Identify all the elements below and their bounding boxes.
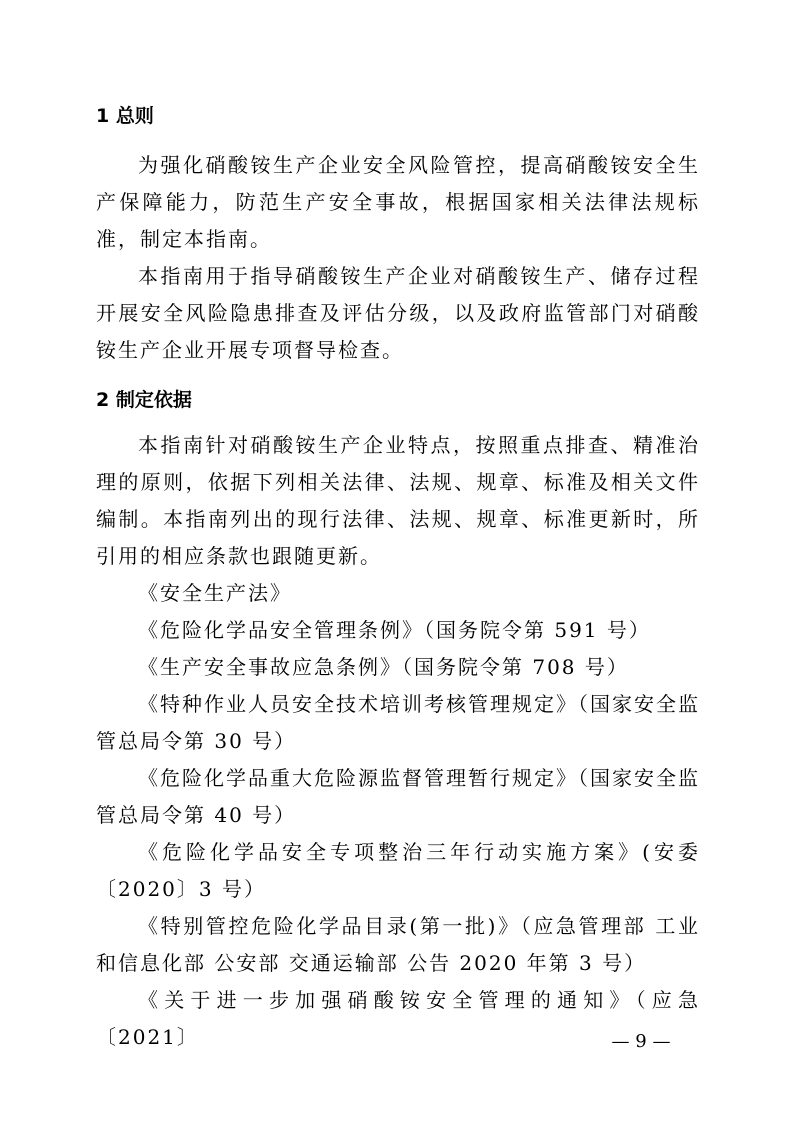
reference-item: 《危险化学品安全管理条例》（国务院令第 591 号）	[138, 618, 651, 642]
reference-item: 《危险化学品重大危险源监督管理暂行规定》（国家安全监管总局令第 40 号）	[96, 766, 700, 827]
reference-item: 《安全生产法》	[138, 581, 292, 605]
section-2-heading: 2 制定依据	[96, 389, 192, 411]
section-1-paragraph-1: 为强化硝酸铵生产企业安全风险管控，提高硝酸铵安全生产保障能力，防范生产安全事故，根据国家相关法律法规标准，制定本指南。	[96, 153, 700, 251]
reference-item: 《生产安全事故应急条例》（国务院令第 708 号）	[138, 655, 629, 679]
section-1-heading: 1 总则	[96, 105, 154, 127]
reference-item: 《关于进一步加强硝酸铵安全管理的通知》（应急〔2021〕	[96, 988, 700, 1049]
section-2-paragraph-intro: 本指南针对硝酸铵生产企业特点，按照重点排查、精准治理的原则，依据下列相关法律、法规、规章、标准及相关文件编制。本指南列出的现行法律、法规、规章、标准更新时，所引用的相应条款也跟随更新。	[96, 433, 700, 568]
reference-item: 《特种作业人员安全技术培训考核管理规定》（国家安全监管总局令第 30 号）	[96, 692, 700, 753]
page-number: — 9 —	[611, 1031, 671, 1052]
section-1-paragraph-2: 本指南用于指导硝酸铵生产企业对硝酸铵生产、储存过程开展安全风险隐患排查及评估分级，以及政府监管部门对硝酸铵生产企业开展专项督导检查。	[96, 264, 700, 362]
reference-item: 《危险化学品安全专项整治三年行动实施方案》(安委〔2020〕3 号）	[96, 840, 700, 901]
reference-item: 《特别管控危险化学品目录(第一批)》（应急管理部 工业和信息化部 公安部 交通运输部 公告 2020 年第 3 号）	[96, 914, 700, 975]
